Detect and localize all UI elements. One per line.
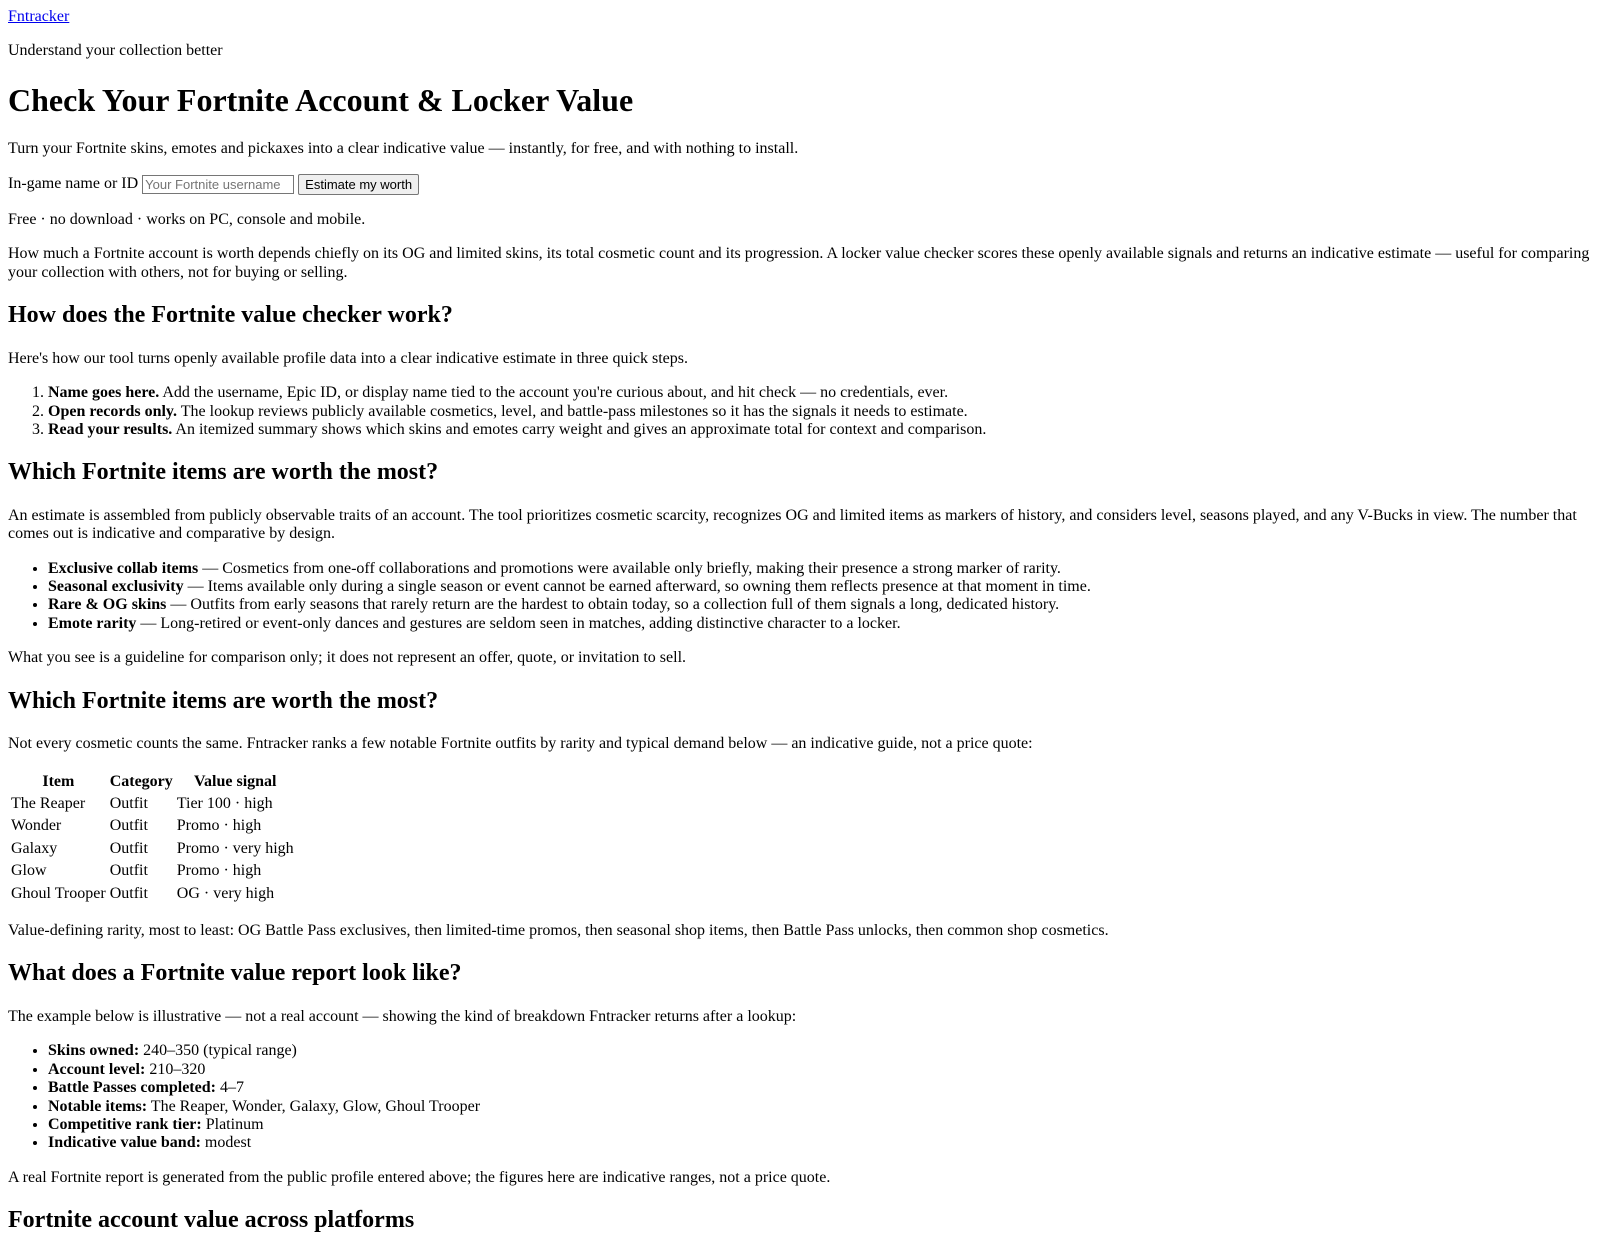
- site-header: [8, 8, 1592, 26]
- factors-list: [8, 560, 1592, 634]
- table-cell: Glow: [11, 862, 47, 880]
- report-value: 4–7: [215, 1079, 244, 1097]
- username-label: In-game name or ID: [8, 175, 139, 193]
- step-item: [48, 403, 1592, 421]
- how-intro: Here's how our tool turns openly available profile data into a clear indicative estimate in three quick steps.: [8, 349, 688, 367]
- table-cell: Wonder: [11, 817, 62, 835]
- ranking-note: Value-defining rarity, most to least: OG Battle Pass exclusives, then limited-time promos, then seasonal shop items, then Battle Pass unlocks, then common shop cosmetics.: [8, 921, 1109, 939]
- report-value: Platinum: [201, 1115, 264, 1133]
- table-cell: Outfit: [109, 884, 148, 902]
- hero-intro: Turn your Fortnite skins, emotes and pickaxes into a clear indicative value — instantly, for free, and with nothing to install.: [8, 139, 799, 157]
- report-item: [48, 1061, 1592, 1079]
- step-title: Read your results.: [48, 420, 173, 438]
- step-title: Open records only.: [48, 402, 178, 420]
- report-item: [48, 1042, 1592, 1060]
- factor-text: — Long-retired or event-only dances and gestures are seldom seen in matches, adding distinctive character to a locker.: [136, 614, 901, 632]
- report-note: A real Fortnite report is generated from the public profile entered above; the figures here are indicative ranges, not a price quote.: [8, 1168, 831, 1186]
- factor-item: [48, 578, 1592, 596]
- table-row: [10, 816, 295, 836]
- steps-list: [8, 384, 1592, 439]
- table-cell: Tier 100 · high: [176, 795, 273, 812]
- step-item: [48, 421, 1592, 439]
- table-cell: OG · very high: [176, 884, 275, 902]
- username-input[interactable]: [142, 175, 294, 194]
- ranking-intro: Not every cosmetic counts the same. Fntracker ranks a few notable Fortnite outfits by rarity and typical demand below — an indicative guide, not a price quote:: [8, 735, 1033, 753]
- factor-title: Emote rarity: [48, 614, 137, 632]
- step-text: The lookup reviews publicly available cosmetics, level, and battle-pass milestones so it has the signals it needs to estimate.: [177, 402, 968, 420]
- step-item: [48, 384, 1592, 402]
- brand-link[interactable]: Fntracker: [8, 8, 70, 25]
- table-cell: The Reaper: [11, 795, 86, 812]
- table-row: [10, 794, 295, 814]
- column-header: Category: [109, 772, 173, 790]
- table-cell: Outfit: [109, 817, 148, 835]
- table-cell: Promo · very high: [176, 839, 294, 857]
- table-cell: Outfit: [109, 839, 148, 857]
- report-label: Account level:: [48, 1060, 146, 1078]
- page-title: Check Your Fortnite Account & Locker Value: [8, 81, 634, 118]
- estimate-button[interactable]: Estimate my worth: [298, 174, 419, 195]
- factor-text: — Outfits from early seasons that rarely return are the hardest to obtain today, so a collection full of them signals a long, dedicated history.: [166, 596, 1060, 614]
- step-text: Add the username, Epic ID, or display name tied to the account you're curious about, and hit check — no credentials, ever.: [159, 384, 949, 402]
- factors-intro: An estimate is assembled from publicly observable traits of an account. The tool prioritizes cosmetic scarcity, recognizes OG and limited items as markers of history, and considers level, seasons played, and any V-Bucks in view. The number that comes out is indicative and comparative by design.: [8, 506, 1577, 543]
- table-cell: Outfit: [109, 862, 148, 880]
- column-header: Value signal: [193, 772, 277, 790]
- table-cell: Galaxy: [11, 839, 58, 857]
- how-heading: How does the Fortnite value checker work?: [8, 302, 453, 329]
- factors-disclaimer: What you see is a guideline for comparison only; it does not represent an offer, quote, or invitation to sell.: [8, 649, 687, 667]
- report-item: [48, 1098, 1592, 1116]
- table-cell: Ghoul Trooper: [11, 884, 106, 902]
- ranking-heading: Which Fortnite items are worth the most?: [8, 687, 439, 714]
- platforms-heading: Fortnite account value across platforms: [8, 1207, 415, 1234]
- factor-title: Exclusive collab items: [48, 559, 199, 577]
- report-label: Battle Passes completed:: [48, 1079, 216, 1097]
- table-row: [10, 839, 295, 859]
- report-label: Notable items:: [48, 1097, 148, 1115]
- ranking-table: [8, 770, 297, 906]
- factor-text: — Cosmetics from one-off collaborations and promotions were available only briefly, making their presence a strong marker of rarity.: [198, 559, 1061, 577]
- report-heading: What does a Fortnite value report look like?: [8, 960, 462, 987]
- form-note: Free · no download · works on PC, console and mobile.: [8, 210, 366, 228]
- table-row: [10, 861, 295, 881]
- column-header: Item: [42, 772, 75, 790]
- factor-title: Rare & OG skins: [48, 596, 167, 614]
- table-header-row: [10, 772, 295, 792]
- overview-text: How much a Fortnite account is worth depends chiefly on its OG and limited skins, its total cosmetic count and its progression. A locker value checker scores these openly available signals and returns an indicative estimate — useful for comparing your collection with others, not for buying or selling.: [8, 245, 1590, 281]
- step-text: An itemized summary shows which skins and emotes carry weight and gives an approximate total for context and comparison.: [172, 420, 987, 438]
- table-cell: Outfit: [109, 795, 148, 812]
- report-label: Competitive rank tier:: [48, 1115, 202, 1133]
- report-item: [48, 1116, 1592, 1134]
- report-value: modest: [200, 1134, 252, 1152]
- factor-item: [48, 615, 1592, 633]
- report-value: 240–350 (typical range): [139, 1042, 297, 1060]
- report-label: Skins owned:: [48, 1042, 140, 1060]
- report-label: Indicative value band:: [48, 1134, 201, 1152]
- report-item: [48, 1079, 1592, 1097]
- table-row: [10, 884, 295, 904]
- factor-item: [48, 596, 1592, 614]
- tagline: Understand your collection better: [8, 42, 223, 60]
- factors-heading: Which Fortnite items are worth the most?: [8, 459, 439, 486]
- factor-title: Seasonal exclusivity: [48, 578, 184, 596]
- factor-text: — Items available only during a single season or event cannot be earned afterward, so owning them reflects presence at that moment in time.: [183, 578, 1091, 596]
- report-value: The Reaper, Wonder, Galaxy, Glow, Ghoul Trooper: [147, 1097, 481, 1115]
- report-item: [48, 1134, 1592, 1152]
- report-value: 210–320: [145, 1060, 206, 1078]
- lookup-form: [8, 174, 1592, 195]
- ranking-table-wrap: [8, 770, 1592, 906]
- report-intro: The example below is illustrative — not a real account — showing the kind of breakdown Fntracker returns after a lookup:: [8, 1007, 797, 1025]
- factor-item: [48, 560, 1592, 578]
- table-cell: Promo · high: [176, 817, 262, 835]
- table-cell: Promo · high: [176, 862, 262, 880]
- step-title: Name goes here.: [48, 384, 160, 402]
- report-list: [8, 1042, 1592, 1152]
